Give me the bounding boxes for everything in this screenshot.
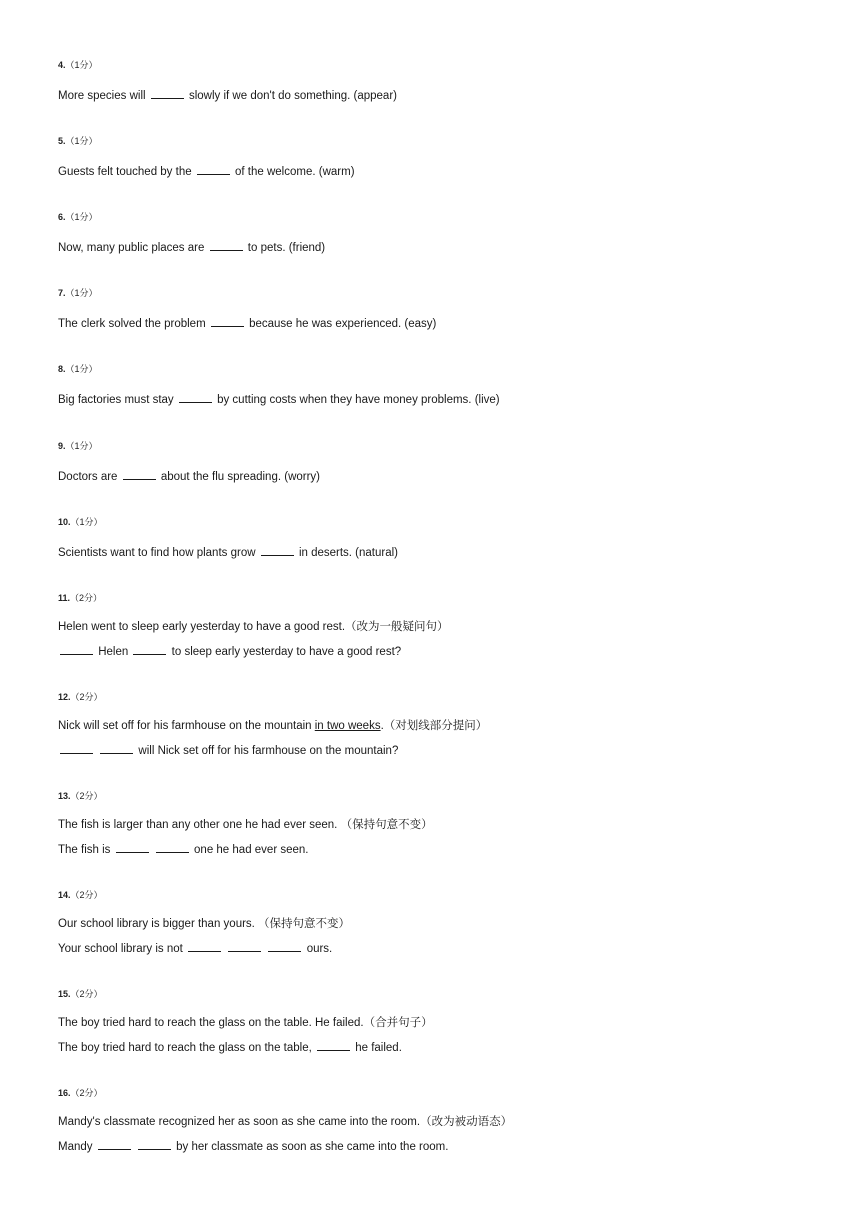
answer-blank[interactable] <box>197 163 230 175</box>
question-text: Nick will set off for his farmhouse on the mountain in two weeks.（对划线部分提问） <box>58 720 488 732</box>
question-number: 15. <box>58 989 71 999</box>
answer-blank[interactable] <box>261 544 294 556</box>
question-score: （1分） <box>65 212 98 222</box>
question-number: 8. <box>58 364 66 374</box>
question-8 <box>58 363 838 406</box>
question-text: The fish is larger than any other one he had ever seen. （保持句意不变） <box>58 819 433 831</box>
question-number: 12. <box>58 692 71 702</box>
question-number: 10. <box>58 517 71 527</box>
answer-blank[interactable] <box>98 1138 131 1150</box>
answer-blank[interactable] <box>60 643 93 655</box>
answer-blank[interactable] <box>116 841 149 853</box>
question-score: （1分） <box>65 288 98 298</box>
question-number: 16. <box>58 1088 71 1098</box>
answer-blank[interactable] <box>123 468 156 480</box>
answer-line: The boy tried hard to reach the glass on the table, he failed. <box>58 1039 838 1054</box>
question-header <box>58 211 838 223</box>
question-score: （1分） <box>65 60 98 70</box>
question-header <box>58 363 838 375</box>
question-text: Mandy's classmate recognized her as soon as she came into the room.（改为被动语态） <box>58 1116 513 1128</box>
answer-blank[interactable] <box>133 643 166 655</box>
question-14 <box>58 889 838 955</box>
answer-blank[interactable] <box>268 940 301 952</box>
question-number: 5. <box>58 136 66 146</box>
answer-line: will Nick set off for his farmhouse on the mountain? <box>58 742 838 757</box>
question-header <box>58 135 838 147</box>
question-header <box>58 988 838 1000</box>
question-score: （2分） <box>70 791 103 801</box>
question-score: （1分） <box>70 517 103 527</box>
answer-line: Your school library is not ours. <box>58 940 838 955</box>
question-header <box>58 790 838 802</box>
answer-blank[interactable] <box>228 940 261 952</box>
question-header <box>58 287 838 299</box>
question-score: （1分） <box>65 364 98 374</box>
question-13 <box>58 790 838 856</box>
answer-blank[interactable] <box>151 87 184 99</box>
answer-line: The fish is one he had ever seen. <box>58 841 838 856</box>
question-header <box>58 889 838 901</box>
answer-blank[interactable] <box>210 239 243 251</box>
question-4 <box>58 59 838 102</box>
question-score: （2分） <box>70 593 103 603</box>
question-text: More species will slowly if we don't do something. (appear) <box>58 87 838 102</box>
question-text: The boy tried hard to reach the glass on the table. He failed.（合并句子） <box>58 1017 433 1029</box>
question-text: Scientists want to find how plants grow in deserts. (natural) <box>58 544 838 559</box>
question-score: （2分） <box>70 692 103 702</box>
answer-blank[interactable] <box>211 315 244 327</box>
answer-blank[interactable] <box>179 391 212 403</box>
question-number: 6. <box>58 212 66 222</box>
question-header <box>58 1087 838 1099</box>
question-text: Our school library is bigger than yours. （保持句意不变） <box>58 918 351 930</box>
question-number: 11. <box>58 593 71 603</box>
question-text: Guests felt touched by the of the welcome. (warm) <box>58 163 838 178</box>
question-number: 14. <box>58 890 71 900</box>
answer-line: Mandy by her classmate as soon as she came into the room. <box>58 1138 838 1153</box>
question-header <box>58 440 838 452</box>
question-score: （1分） <box>65 136 98 146</box>
question-number: 4. <box>58 60 66 70</box>
question-number: 13. <box>58 791 71 801</box>
question-text: Helen went to sleep early yesterday to have a good rest.（改为一般疑问句） <box>58 621 449 633</box>
answer-blank[interactable] <box>188 940 221 952</box>
question-header <box>58 516 838 528</box>
question-7 <box>58 287 838 330</box>
question-text: The clerk solved the problem because he was experienced. (easy) <box>58 315 838 330</box>
question-text: Now, many public places are to pets. (friend) <box>58 239 838 254</box>
answer-line: Helen to sleep early yesterday to have a good rest? <box>58 643 838 658</box>
question-text: Big factories must stay by cutting costs when they have money problems. (live) <box>58 391 838 406</box>
question-number: 7. <box>58 288 66 298</box>
question-11 <box>58 592 838 658</box>
question-9 <box>58 440 838 483</box>
question-6 <box>58 211 838 254</box>
question-score: （2分） <box>70 1088 103 1098</box>
answer-blank[interactable] <box>317 1039 350 1051</box>
answer-blank[interactable] <box>156 841 189 853</box>
question-16 <box>58 1087 838 1153</box>
question-5 <box>58 135 838 178</box>
answer-blank[interactable] <box>60 742 93 754</box>
question-header <box>58 691 838 703</box>
question-score: （1分） <box>65 441 98 451</box>
question-header <box>58 59 838 71</box>
question-score: （2分） <box>70 989 103 999</box>
answer-blank[interactable] <box>100 742 133 754</box>
question-text: Doctors are about the flu spreading. (worry) <box>58 468 838 483</box>
question-15 <box>58 988 838 1054</box>
question-12 <box>58 691 838 757</box>
underlined-phrase: in two weeks <box>314 720 381 732</box>
question-number: 9. <box>58 441 66 451</box>
question-score: （2分） <box>70 890 103 900</box>
answer-blank[interactable] <box>138 1138 171 1150</box>
question-10 <box>58 516 838 559</box>
question-header <box>58 592 838 604</box>
